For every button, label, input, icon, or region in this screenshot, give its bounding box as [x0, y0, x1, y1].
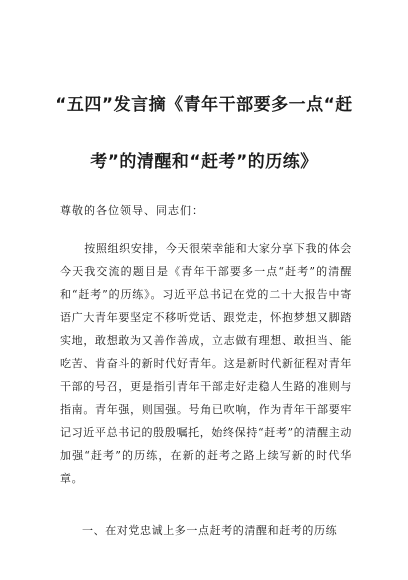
- document-title-line-2: 考”的清醒和“赶考”的历练》: [90, 152, 318, 172]
- body-paragraph: 按照组织安排，今天很荣幸能和大家分享下我的体会今天我交流的题目是《青年干部要多一点“赶考”的清醒和“赶考”的历练》。习近平总书记在党的二十大报告中寄语广大青年要坚定不移听党话、跟党走，怀抱梦想又脚踏实地，敢想敢为又善作善成，立志做有理想、敢担当、能吃苦、肯奋斗的新时代好青年。这是新时代新征程对青年干部的号召，更是指引青年干部走好走稳人生路的准则与指南。青年强，则国强。号角已吹响，作为青年干部要牢记习近平总书记的殷殷嘱托，始终保持“赶考”的清醒主动加强“赶考”的历练，在新的赶考之路上续写新的时代华章。: [60, 242, 352, 485]
- document-title-line-1: “五四”发言摘《青年干部要多一点“赶: [55, 95, 353, 115]
- salutation: 尊敬的各位领导、同志们：: [60, 204, 204, 217]
- section-heading: 一、在对党忠诚上多一点赶考的清醒和赶考的历练: [82, 524, 338, 537]
